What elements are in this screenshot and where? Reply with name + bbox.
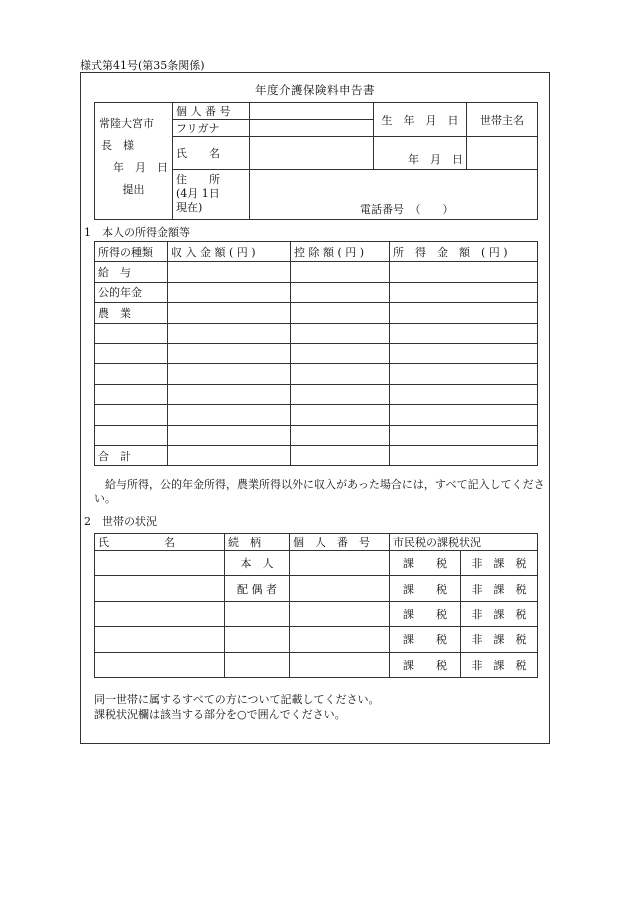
phone-label: 電話番号 （ ） [360,203,454,216]
income-row-label[interactable] [95,405,168,425]
member-name-cell[interactable] [95,576,225,601]
income-cell[interactable] [390,282,538,302]
member-number-cell[interactable] [290,551,390,576]
taxed-option[interactable]: 課 税 [390,576,461,601]
income-row-label[interactable] [95,425,168,445]
income-row-label[interactable] [95,364,168,384]
not-taxed-option[interactable]: 非 課 税 [461,652,538,677]
household-section-heading: 2 世帯の状況 [84,515,157,528]
income-cell[interactable] [390,384,538,404]
household-table [94,533,538,678]
income-cell[interactable] [390,425,538,445]
revenue-cell[interactable] [168,405,291,425]
income-total-cell[interactable] [390,445,538,465]
address-label [173,170,250,220]
form-title: 年度介護保険料申告書 [255,83,375,97]
revenue-cell[interactable] [168,323,291,343]
taxed-option[interactable]: 課 税 [390,627,461,652]
addressee-city: 常陸大宮市 [99,117,154,130]
revenue-cell[interactable] [168,343,291,363]
deduction-cell[interactable] [291,364,390,384]
income-cell[interactable] [390,303,538,323]
form-number: 様式第41号(第35条関係) [80,59,205,72]
deduction-total-cell[interactable] [291,445,390,465]
taxed-option[interactable]: 課 税 [390,551,461,576]
income-col-revenue: 収 入 金 額 ( 円 ) [168,242,291,262]
name-label: 氏 名 [173,137,250,170]
member-relation-cell[interactable] [225,652,290,677]
submission-label: 提出 [122,183,145,196]
head-of-household-label: 世帯主名 [467,103,538,137]
revenue-cell[interactable] [168,282,291,302]
income-note: 給与所得，公的年金所得，農業所得以外に収入があった場合には，すべて記入してください。 [94,478,545,505]
addressee-mayor: 長 様 [101,139,134,152]
revenue-cell[interactable] [168,364,291,384]
income-row-label: 公的年金 [95,282,168,302]
personal-number-field[interactable] [250,103,374,120]
revenue-total-cell[interactable] [168,445,291,465]
household-col-name: 氏 名 [95,534,225,551]
deduction-cell[interactable] [291,405,390,425]
not-taxed-option[interactable]: 非 課 税 [461,627,538,652]
member-name-cell[interactable] [95,652,225,677]
addressee-cell [95,103,173,220]
income-row-label[interactable] [95,384,168,404]
member-name-cell[interactable] [95,551,225,576]
revenue-cell[interactable] [168,384,291,404]
income-section-heading: 1 本人の所得金額等 [84,226,190,239]
furigana-field[interactable] [250,120,374,137]
income-row-label[interactable] [95,323,168,343]
deduction-cell[interactable] [291,303,390,323]
income-cell[interactable] [390,323,538,343]
member-name-cell[interactable] [95,601,225,626]
income-cell[interactable] [390,262,538,282]
member-number-cell[interactable] [290,627,390,652]
household-col-relation: 続 柄 [225,534,290,551]
submission-date: 年 月 日 [113,161,168,174]
personal-number-label: 個 人 番 号 [173,103,250,120]
deduction-cell[interactable] [291,384,390,404]
member-name-cell[interactable] [95,627,225,652]
household-col-personal-number: 個 人 番 号 [290,534,390,551]
income-cell[interactable] [390,364,538,384]
income-col-income: 所 得 金 額 ( 円 ) [390,242,538,262]
member-relation-cell[interactable] [225,601,290,626]
revenue-cell[interactable] [168,262,291,282]
household-note-1: 同一世帯に属するすべての方について記載してください。 [94,693,380,706]
income-total-label: 合 計 [95,445,168,465]
deduction-cell[interactable] [291,323,390,343]
deduction-cell[interactable] [291,282,390,302]
member-relation-cell[interactable] [225,627,290,652]
household-col-tax-status: 市民税の課税状況 [390,534,538,551]
not-taxed-option[interactable]: 非 課 税 [461,551,538,576]
address-field[interactable] [250,170,538,220]
birth-date-field[interactable]: 年 月 日 [374,137,467,170]
income-row-label[interactable] [95,343,168,363]
taxed-option[interactable]: 課 税 [390,601,461,626]
taxed-option[interactable]: 課 税 [390,652,461,677]
revenue-cell[interactable] [168,425,291,445]
income-table [94,241,538,466]
member-number-cell[interactable] [290,601,390,626]
income-cell[interactable] [390,405,538,425]
member-number-cell[interactable] [290,652,390,677]
name-field[interactable] [250,137,374,170]
address-label-line2: (4月 1日 [176,187,220,200]
birth-date-label: 生 年 月 日 [374,103,467,137]
member-relation-cell: 配 偶 者 [225,576,290,601]
applicant-info-table [94,102,538,220]
deduction-cell[interactable] [291,343,390,363]
income-col-deduction: 控 除 額 ( 円 ) [291,242,390,262]
address-label-line3: 現在) [176,201,203,214]
declaration-form [80,72,550,744]
furigana-label: フリガナ [173,120,250,137]
member-relation-cell: 本 人 [225,551,290,576]
not-taxed-option[interactable]: 非 課 税 [461,601,538,626]
member-number-cell[interactable] [290,576,390,601]
deduction-cell[interactable] [291,425,390,445]
not-taxed-option[interactable]: 非 課 税 [461,576,538,601]
income-row-label: 給 与 [95,262,168,282]
household-note-2: 課税状況欄は該当する部分を○で囲んでください。 [94,708,346,721]
income-cell[interactable] [390,343,538,363]
revenue-cell[interactable] [168,303,291,323]
income-col-type: 所得の種類 [95,242,168,262]
address-label-line1: 住 所 [176,173,220,186]
deduction-cell[interactable] [291,262,390,282]
head-of-household-field[interactable] [467,137,538,170]
income-row-label: 農 業 [95,303,168,323]
